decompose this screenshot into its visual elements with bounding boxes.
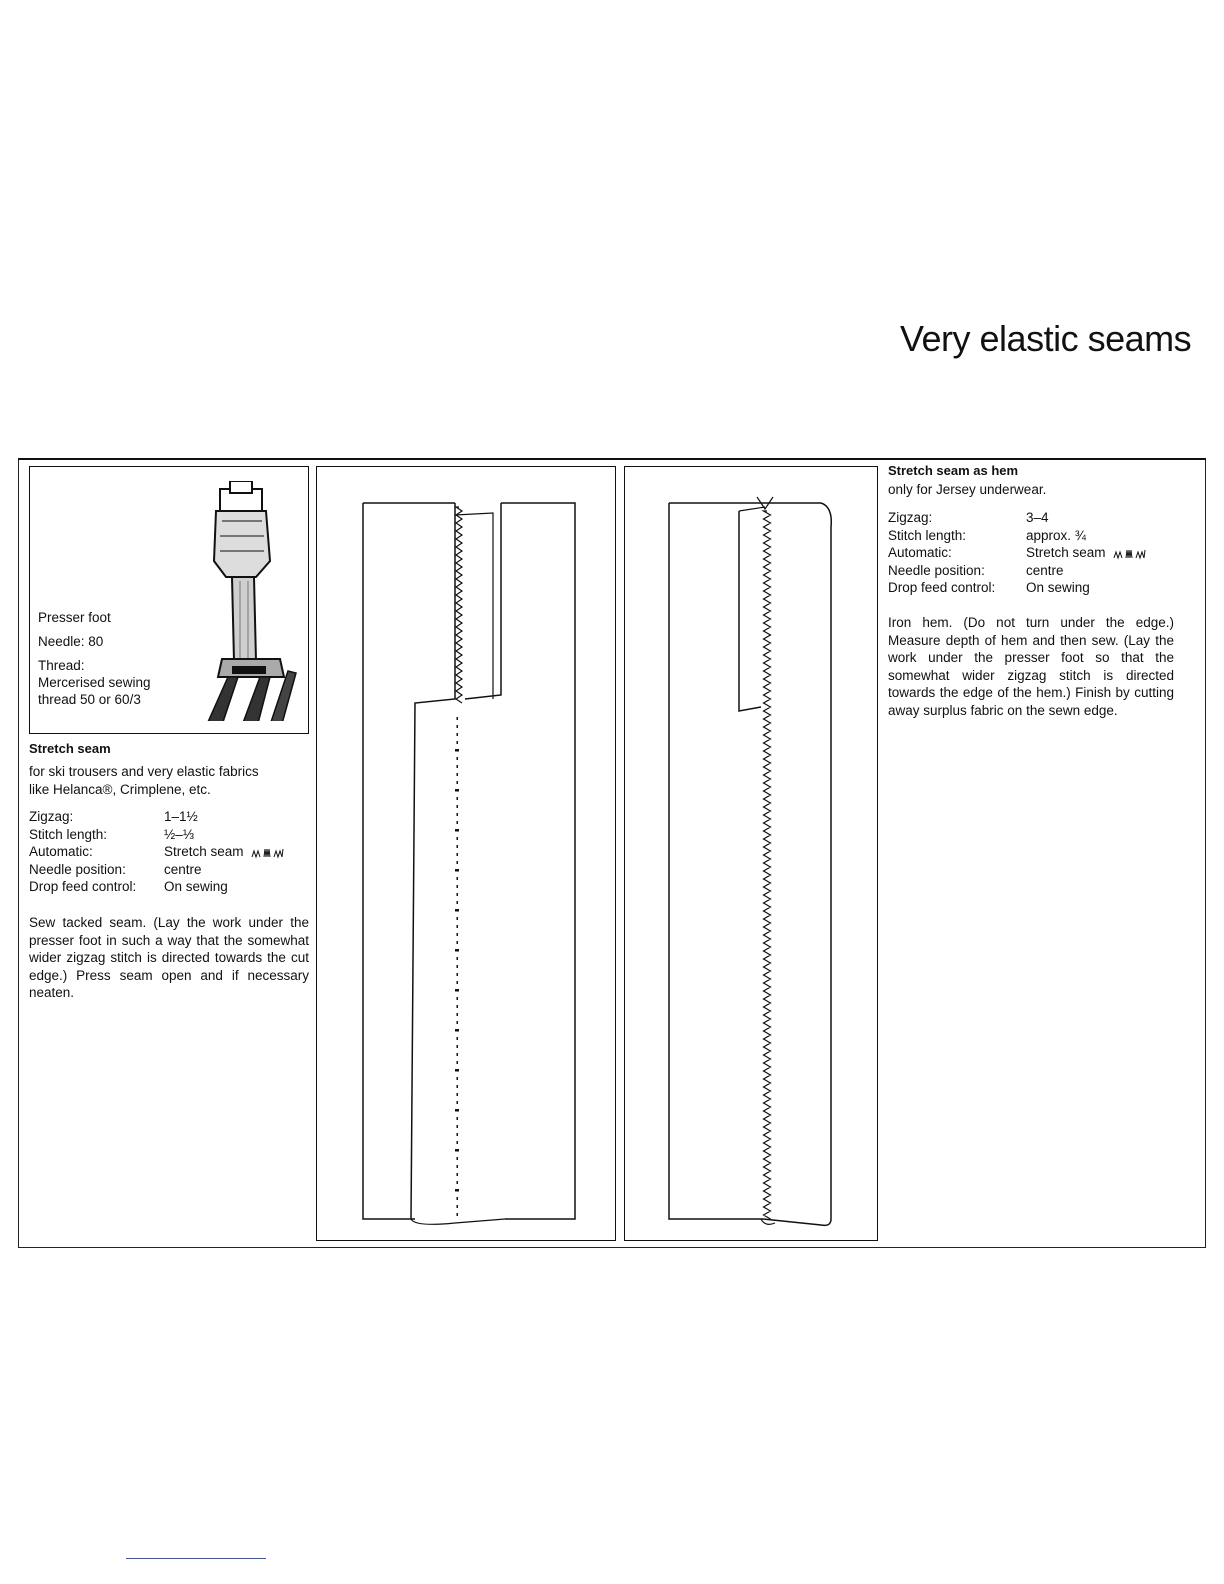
tack-stitch-mark — [455, 829, 459, 832]
tack-stitch-mark — [457, 1173, 459, 1176]
tack-stitch-mark — [457, 1181, 459, 1184]
tack-stitch-mark — [457, 741, 459, 744]
stretch-intro-line-1: for ski trousers and very elastic fabrics — [29, 764, 259, 779]
setting-label: Automatic: — [888, 545, 952, 561]
tack-stitch-mark — [457, 941, 459, 944]
tack-stitch-mark — [457, 997, 459, 1000]
setting-value: 3–4 — [1026, 510, 1049, 525]
tack-stitch-mark — [457, 973, 459, 976]
setting-row — [888, 579, 1148, 597]
tack-stitch-mark — [457, 837, 459, 840]
setting-label: Stitch length: — [888, 527, 967, 543]
setting-row — [29, 878, 286, 896]
page-title: Very elastic seams — [900, 318, 1192, 359]
seam-diagram — [316, 466, 616, 1241]
tack-stitch-mark — [457, 853, 459, 856]
tack-stitch-mark — [457, 805, 459, 808]
tack-stitch-line — [455, 717, 459, 1216]
setting-value: centre — [1026, 562, 1064, 578]
tack-stitch-mark — [457, 1093, 459, 1096]
tack-stitch-mark — [455, 1109, 459, 1112]
stretch-hem-intro: only for Jersey underwear. — [888, 482, 1047, 497]
setting-label: Needle position: — [29, 861, 126, 877]
stretch-seam-symbol-icon — [1112, 548, 1148, 560]
tack-stitch-mark — [457, 933, 459, 936]
tack-stitch-mark — [457, 1037, 459, 1040]
tack-stitch-mark — [457, 957, 459, 960]
tack-stitch-mark — [457, 733, 459, 736]
stretch-seam-settings — [29, 808, 286, 896]
tack-stitch-mark — [457, 1197, 459, 1200]
stretch-hem-heading: Stretch seam as hem — [888, 463, 1019, 478]
tack-stitch-mark — [457, 773, 459, 776]
tack-stitch-mark — [455, 1149, 459, 1152]
tack-stitch-mark — [457, 901, 459, 904]
seam-diagram-svg — [317, 467, 617, 1242]
tack-stitch-mark — [457, 765, 459, 768]
tack-stitch-mark — [457, 965, 459, 968]
thread-detail-1: Mercerised sewing — [38, 675, 151, 690]
setting-label: Stitch length: — [29, 826, 108, 842]
tack-stitch-mark — [457, 1061, 459, 1064]
setting-value: approx. ¾ — [1026, 527, 1087, 543]
tack-stitch-mark — [455, 989, 459, 992]
tack-stitch-mark — [455, 1029, 459, 1032]
tack-stitch-mark — [457, 1213, 459, 1216]
stretch-seam-symbol-icon — [250, 847, 286, 859]
setting-row — [888, 509, 1148, 527]
presser-foot-icon — [170, 481, 300, 721]
tack-stitch-mark — [457, 725, 459, 728]
tack-stitch-mark — [457, 1045, 459, 1048]
tack-stitch-mark — [457, 1133, 459, 1136]
tack-stitch-mark — [457, 1117, 459, 1120]
setting-row — [29, 843, 286, 861]
tack-stitch-mark — [457, 757, 459, 760]
needle-label: Needle: 80 — [38, 634, 104, 649]
tack-stitch-mark — [457, 821, 459, 824]
tack-stitch-mark — [457, 845, 459, 848]
stretch-intro-line-2: like Helanca®, Crimplene, etc. — [29, 781, 211, 797]
tack-stitch-mark — [457, 1077, 459, 1080]
setting-row — [29, 808, 286, 826]
zigzag-stitch-line — [456, 507, 462, 703]
stretch-seam-intro — [29, 763, 311, 798]
thread-detail-2: thread 50 or 60/3 — [38, 692, 141, 707]
setting-row — [888, 527, 1148, 545]
thread-label: Thread: — [38, 658, 85, 673]
tack-stitch-mark — [457, 1101, 459, 1104]
setting-value: Stretch seam — [164, 844, 244, 860]
tack-stitch-mark — [457, 1021, 459, 1024]
tack-stitch-mark — [455, 1189, 459, 1192]
tack-stitch-mark — [455, 1069, 459, 1072]
setting-row — [29, 826, 286, 844]
tack-stitch-mark — [457, 717, 459, 720]
tack-stitch-mark — [457, 1165, 459, 1168]
tack-stitch-mark — [455, 749, 459, 752]
tack-stitch-mark — [455, 789, 459, 792]
setting-value: On sewing — [164, 879, 228, 895]
tack-stitch-mark — [457, 1005, 459, 1008]
setting-row — [888, 562, 1148, 580]
setting-value: centre — [164, 861, 202, 877]
presser-foot-label: Presser foot — [38, 610, 111, 625]
stretch-hem-settings — [888, 509, 1148, 597]
tack-stitch-mark — [457, 861, 459, 864]
setting-value: Stretch seam — [1026, 545, 1106, 561]
tack-stitch-mark — [457, 1157, 459, 1160]
setting-value: ½–⅓ — [164, 826, 195, 842]
tack-stitch-mark — [457, 781, 459, 784]
tack-stitch-mark — [457, 1141, 459, 1144]
tack-stitch-mark — [457, 877, 459, 880]
tack-stitch-mark — [455, 949, 459, 952]
setting-row — [888, 544, 1148, 562]
tack-stitch-mark — [457, 893, 459, 896]
hem-diagram — [624, 466, 878, 1241]
stretch-hem-body: Iron hem. (Do not turn under the edge.) Measure depth of hem and then sew. (Lay the work under the presser foot so that the somewhat wider zigzag stitch is directed towards the edge of the hem.) Finish by cutting away surplus fabric on the sewn edge. — [888, 615, 1174, 718]
tack-stitch-mark — [457, 981, 459, 984]
tack-stitch-mark — [455, 869, 459, 872]
tack-stitch-mark — [457, 813, 459, 816]
tack-stitch-mark — [457, 1205, 459, 1208]
setting-label: Zigzag: — [29, 809, 74, 824]
zigzag-stitch-line — [764, 511, 771, 1219]
tack-stitch-mark — [455, 909, 459, 912]
bottom-link-rule — [126, 1558, 266, 1559]
setting-label: Zigzag: — [888, 510, 933, 525]
hem-diagram-svg — [625, 467, 879, 1242]
tack-stitch-mark — [457, 1053, 459, 1056]
stretch-seam-heading: Stretch seam — [29, 741, 111, 756]
stretch-seam-body: Sew tacked seam. (Lay the work under the presser foot in such a way that the somewhat wider zigzag stitch is directed towards the cut edge.) Press seam open and if necessary neaten. — [29, 915, 309, 1001]
presser-foot-labels — [38, 609, 151, 708]
tack-stitch-mark — [457, 917, 459, 920]
setting-row — [29, 861, 286, 879]
tack-stitch-mark — [457, 925, 459, 928]
tack-stitch-mark — [457, 1013, 459, 1016]
presser-foot-box — [29, 466, 309, 734]
setting-label: Automatic: — [29, 844, 93, 860]
tack-stitch-mark — [457, 885, 459, 888]
setting-value: 1–1½ — [164, 809, 198, 824]
tack-stitch-mark — [457, 1125, 459, 1128]
tack-stitch-mark — [457, 1085, 459, 1088]
tack-stitch-mark — [457, 797, 459, 800]
setting-label: Drop feed control: — [888, 580, 996, 596]
setting-label: Needle position: — [888, 562, 985, 578]
setting-label: Drop feed control: — [29, 879, 137, 895]
setting-value: On sewing — [1026, 580, 1090, 596]
